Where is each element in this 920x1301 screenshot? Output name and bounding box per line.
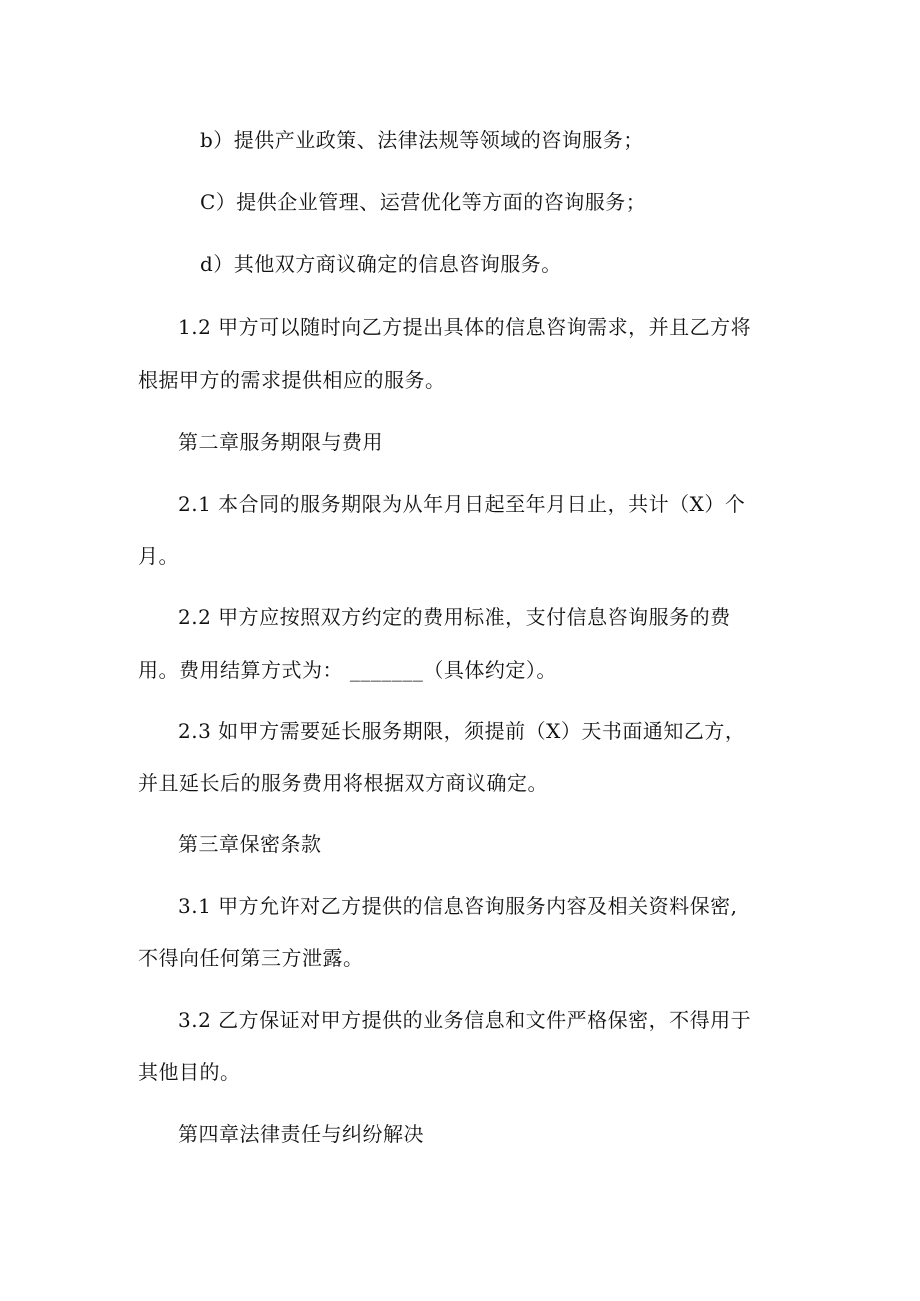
- clause-3-1-line2: 不得向任何第三方泄露。: [138, 946, 364, 970]
- clause-2-2-line1: 2.2 甲方应按照双方约定的费用标准，支付信息咨询服务的费: [178, 605, 731, 629]
- chapter-4-title: 第四章法律责任与纠纷解决: [178, 1122, 424, 1146]
- clause-2-1-line1: 2.1 本合同的服务期限为从年月日起至年月日止，共计（X）个: [178, 492, 746, 516]
- list-item-b: b）提供产业政策、法律法规等领域的咨询服务；: [200, 128, 644, 152]
- clause-2-3-line2: 并且延长后的服务费用将根据双方商议确定。: [138, 771, 548, 795]
- chapter-3-title: 第三章保密条款: [178, 832, 322, 856]
- clause-3-2-line2: 其他目的。: [138, 1060, 241, 1084]
- clause-2-2-line2: 用。费用结算方式为： _______（具体约定）。: [138, 658, 557, 682]
- chapter-2-title: 第二章服务期限与费用: [178, 430, 383, 454]
- clause-2-1-line2: 月。: [138, 544, 179, 568]
- clause-3-2-line1: 3.2 乙方保证对甲方提供的业务信息和文件严格保密，不得用于: [178, 1008, 752, 1032]
- list-item-c: C）提供企业管理、运营优化等方面的咨询服务；: [200, 190, 647, 214]
- clause-2-3-line1: 2.3 如甲方需要延长服务期限，须提前（X）天书面通知乙方，: [178, 719, 746, 743]
- list-item-d: d）其他双方商议确定的信息咨询服务。: [200, 252, 562, 276]
- clause-3-1-line1: 3.1 甲方允许对乙方提供的信息咨询服务内容及相关资料保密,: [178, 894, 738, 918]
- clause-1-2-line2: 根据甲方的需求提供相应的服务。: [138, 368, 446, 392]
- clause-1-2-line1: 1.2 甲方可以随时向乙方提出具体的信息咨询需求，并且乙方将: [178, 315, 752, 339]
